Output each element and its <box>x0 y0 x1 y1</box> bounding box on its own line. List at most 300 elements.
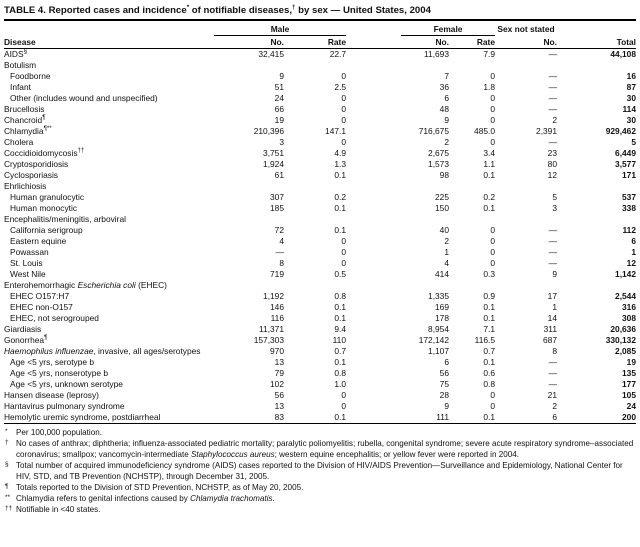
cell-sex-not-stated-no: — <box>548 368 557 378</box>
cell-female-rate: 0 <box>490 247 495 257</box>
footnote-text: Total number of acquired immunodeficiency syndrome (AIDS) cases reported to the Division of HIV/AIDS Prevention—Surveillance and Epidemiology, National Center for HIV, STD, and TB Prevention (NCHSTP), through December 31, 2005. <box>16 461 623 481</box>
table-row <box>4 346 636 357</box>
table-row <box>4 247 636 258</box>
cell-sex-not-stated-no: 3 <box>552 203 557 213</box>
cell-male-rate: 0.5 <box>334 269 346 279</box>
cell-male-no: 66 <box>274 104 284 114</box>
cell-total: 24 <box>626 401 636 411</box>
table-row <box>4 82 636 93</box>
disease-name: Cryptosporidiosis <box>4 159 69 169</box>
column-gap <box>346 126 401 137</box>
disease-name: Gonorrhea¶ <box>4 334 48 345</box>
cell-total: 30 <box>626 93 636 103</box>
cell-male-no: 9 <box>279 71 284 81</box>
cell-total: 330,132 <box>605 335 636 345</box>
cell-male-rate <box>284 60 346 71</box>
cell-male-no <box>214 214 284 225</box>
column-gap <box>346 214 401 225</box>
cell-female-rate <box>449 214 495 225</box>
cell-sex-not-stated-no: — <box>548 236 557 246</box>
column-gap <box>346 412 401 424</box>
footnote-marker: ¶ <box>5 483 9 490</box>
column-gap <box>346 346 401 357</box>
disease-name: West Nile <box>10 269 46 279</box>
column-group-female: Female <box>401 23 495 36</box>
cell-female-rate: 0.1 <box>483 357 495 367</box>
column-gap <box>346 181 401 192</box>
cell-sex-not-stated-no: 12 <box>547 170 557 180</box>
table-row <box>4 280 636 291</box>
cell-total: 308 <box>622 313 636 323</box>
disease-name: Ehrlichiosis <box>4 181 47 191</box>
cell-male-rate: 0.1 <box>334 357 346 367</box>
disease-name: Age <5 yrs, serotype b <box>10 357 95 367</box>
table-row <box>4 115 636 126</box>
cell-sex-not-stated-no: 687 <box>543 335 557 345</box>
table-row <box>4 357 636 368</box>
column-gap <box>346 247 401 258</box>
cell-sex-not-stated-no: — <box>548 82 557 92</box>
footnote <box>4 482 636 493</box>
cell-total: 114 <box>622 104 636 114</box>
cell-male-rate: 0.1 <box>334 225 346 235</box>
cell-total: 5 <box>631 137 636 147</box>
column-gap <box>346 313 401 324</box>
cell-female-rate: 0.7 <box>483 346 495 356</box>
cell-sex-not-stated-no: — <box>548 379 557 389</box>
table-row <box>4 401 636 412</box>
cell-female-rate: 0 <box>490 137 495 147</box>
disease-name: Other (includes wound and unspecified) <box>10 93 158 103</box>
table-row <box>4 192 636 203</box>
cell-female-no: 48 <box>439 104 449 114</box>
cell-male-no: 51 <box>274 82 284 92</box>
cell-total <box>557 214 636 225</box>
cell-female-no <box>401 214 449 225</box>
cell-male-no <box>214 181 284 192</box>
cell-total: 30 <box>626 115 636 125</box>
cell-male-no: 1,924 <box>263 159 284 169</box>
cell-sex-not-stated-no: — <box>548 225 557 235</box>
cell-male-rate: 0 <box>341 390 346 400</box>
notifiable-diseases-table <box>4 23 636 424</box>
table-row <box>4 148 636 159</box>
cell-female-no: 56 <box>439 368 449 378</box>
cell-male-rate: 0 <box>341 247 346 257</box>
cell-male-rate: 2.5 <box>334 82 346 92</box>
cell-female-rate: 0.1 <box>483 203 495 213</box>
cell-female-no: 1 <box>444 247 449 257</box>
cell-female-rate: 0.1 <box>483 412 495 422</box>
cell-male-no: 210,396 <box>253 126 284 136</box>
cell-male-no: 970 <box>270 346 284 356</box>
cell-male-no: 72 <box>274 225 284 235</box>
cell-male-rate: 147.1 <box>325 126 346 136</box>
table-row <box>4 324 636 335</box>
cell-male-no: 13 <box>274 401 284 411</box>
column-gap <box>346 93 401 104</box>
cell-total: 135 <box>622 368 636 378</box>
cell-sex-not-stated-no: 80 <box>547 159 557 169</box>
cell-male-rate: 0 <box>341 71 346 81</box>
cell-male-no: 32,415 <box>258 49 284 59</box>
cell-male-rate: 0 <box>341 104 346 114</box>
cell-total <box>557 280 636 291</box>
cell-male-rate: 0.7 <box>334 346 346 356</box>
cell-total: 3,577 <box>615 159 636 169</box>
column-gap <box>346 379 401 390</box>
cell-total: 12 <box>626 258 636 268</box>
column-gap <box>346 280 401 291</box>
column-gap <box>346 60 401 71</box>
column-gap <box>346 324 401 335</box>
cell-sex-not-stated-no: 1 <box>552 302 557 312</box>
table-row <box>4 203 636 214</box>
table-row <box>4 368 636 379</box>
cell-male-no: 157,303 <box>253 335 284 345</box>
cell-female-rate: 116.5 <box>474 335 495 345</box>
disease-name: Hemolytic uremic syndrome, postdiarrheal <box>4 412 161 422</box>
disease-name: Botulism <box>4 60 37 70</box>
disease-name: Encephalitis/meningitis, arboviral <box>4 214 126 224</box>
cell-female-no: 11,693 <box>424 49 449 59</box>
cell-total: 537 <box>622 192 636 202</box>
cell-male-no: 4 <box>279 236 284 246</box>
cell-female-rate <box>449 181 495 192</box>
cell-total: 338 <box>622 203 636 213</box>
cell-female-no: 9 <box>444 115 449 125</box>
disease-name: AIDS§ <box>4 48 28 59</box>
column-gap <box>346 82 401 93</box>
footnote-text: Totals reported to the Division of STD Prevention, NCHSTP, as of May 20, 2005. <box>16 483 304 492</box>
cell-female-no <box>401 280 449 291</box>
cell-sex-not-stated-no: 2,391 <box>536 126 557 136</box>
cell-sex-not-stated-no: — <box>548 247 557 257</box>
column-header-total: Total <box>557 23 636 49</box>
cell-male-no: 146 <box>270 302 284 312</box>
cell-total: 1,142 <box>615 269 636 279</box>
cell-female-rate: 1.8 <box>483 82 495 92</box>
cell-total: 112 <box>622 225 636 235</box>
header-group-row <box>4 23 636 36</box>
cell-sex-not-stated-no <box>495 214 557 225</box>
cell-female-rate: 0 <box>490 390 495 400</box>
table-row <box>4 137 636 148</box>
cell-female-no: 8,954 <box>428 324 449 334</box>
cell-male-no: 24 <box>274 93 284 103</box>
cell-female-rate: 0.1 <box>483 170 495 180</box>
column-header-male-no: No. <box>214 36 284 49</box>
footnote-text: No cases of anthrax; diphtheria; influenza-associated pediatric mortality; paralytic poliomyelitis; rubella, congenital syndrome; severe acute respiratory syndrome–associated coronavirus; smallpox; vancomycin-intermediate Staphylococcus aureus; western equine encephalitis; or yellow fever were reported in 2004. <box>16 439 634 459</box>
cell-male-rate: 0.2 <box>334 192 346 202</box>
cell-total: 19 <box>626 357 636 367</box>
cell-female-rate: 0.1 <box>483 302 495 312</box>
disease-name: Coccidioidomycosis†† <box>4 147 85 158</box>
table-header <box>4 23 636 49</box>
cell-female-no: 1,107 <box>428 346 449 356</box>
table-body <box>4 49 636 424</box>
disease-name: Giardiasis <box>4 324 42 334</box>
column-gap <box>346 104 401 115</box>
disease-name: EHEC non-O157 <box>10 302 73 312</box>
column-gap <box>346 23 401 36</box>
column-gap <box>346 335 401 346</box>
table-row <box>4 302 636 313</box>
column-header-female-no: No. <box>401 36 449 49</box>
table-row <box>4 71 636 82</box>
cell-male-rate <box>284 280 346 291</box>
cell-sex-not-stated-no: 21 <box>547 390 557 400</box>
footnote-marker: * <box>5 428 8 435</box>
cell-female-rate: 0.8 <box>483 379 495 389</box>
cell-sex-not-stated-no: 14 <box>547 313 557 323</box>
cell-female-no: 150 <box>435 203 449 213</box>
cell-female-no <box>401 181 449 192</box>
cell-female-no: 1,573 <box>428 159 449 169</box>
cell-sex-not-stated-no: — <box>548 137 557 147</box>
column-gap <box>346 357 401 368</box>
cell-female-rate: 0 <box>490 258 495 268</box>
table-row <box>4 170 636 181</box>
cell-female-no: 4 <box>444 258 449 268</box>
cell-male-no: 19 <box>274 115 284 125</box>
cell-female-rate: 0.6 <box>483 368 495 378</box>
cell-female-no: 98 <box>439 170 449 180</box>
column-gap <box>346 203 401 214</box>
disease-name: Hantavirus pulmonary syndrome <box>4 401 125 411</box>
cell-female-no: 2,675 <box>428 148 449 158</box>
cell-female-rate: 0.2 <box>483 192 495 202</box>
cell-male-no: — <box>275 247 284 257</box>
table-row <box>4 225 636 236</box>
cell-female-no: 40 <box>439 225 449 235</box>
footnote <box>4 460 636 482</box>
cell-female-no: 225 <box>435 192 449 202</box>
cell-total: 6,449 <box>615 148 636 158</box>
table-row <box>4 126 636 137</box>
disease-name: EHEC O157:H7 <box>10 291 70 301</box>
column-gap <box>346 170 401 181</box>
cell-male-no <box>214 60 284 71</box>
cell-male-rate: 0.8 <box>334 291 346 301</box>
cell-male-rate: 1.3 <box>334 159 346 169</box>
cell-female-no: 172,142 <box>418 335 449 345</box>
footnote <box>4 427 636 438</box>
cell-sex-not-stated-no: 9 <box>552 269 557 279</box>
cell-female-no: 9 <box>444 401 449 411</box>
column-gap <box>346 192 401 203</box>
cell-male-rate <box>284 214 346 225</box>
footnote-text: Notifiable in <40 states. <box>16 505 101 514</box>
column-header-disease: Disease <box>4 23 214 49</box>
cell-male-rate: 0 <box>341 236 346 246</box>
cell-male-rate: 0.1 <box>334 412 346 422</box>
cell-female-rate: 1.1 <box>483 159 495 169</box>
cell-male-rate: 9.4 <box>334 324 346 334</box>
column-header-male-rate: Rate <box>284 36 346 49</box>
cell-male-no: 1,192 <box>263 291 284 301</box>
cell-sex-not-stated-no: 311 <box>543 324 557 334</box>
cell-male-rate: 0.1 <box>334 203 346 213</box>
cell-female-rate: 0 <box>490 71 495 81</box>
cell-female-no: 169 <box>435 302 449 312</box>
cell-male-rate: 0 <box>341 401 346 411</box>
disease-name: Human granulocytic <box>10 192 85 202</box>
table-row <box>4 379 636 390</box>
cell-female-rate: 7.9 <box>483 49 495 59</box>
cell-male-no: 61 <box>274 170 284 180</box>
cell-total: 200 <box>622 412 636 422</box>
column-header-female-rate: Rate <box>449 36 495 49</box>
cell-total: 16 <box>626 71 636 81</box>
column-gap <box>346 302 401 313</box>
table-row <box>4 258 636 269</box>
column-gap <box>346 368 401 379</box>
disease-name: California serigroup <box>10 225 83 235</box>
cell-male-no: 8 <box>279 258 284 268</box>
cell-male-no: 11,371 <box>259 324 284 334</box>
disease-name: Hansen disease (leprosy) <box>4 390 99 400</box>
table-row <box>4 49 636 61</box>
cell-male-rate: 0 <box>341 258 346 268</box>
table-row <box>4 104 636 115</box>
cell-total: 105 <box>622 390 636 400</box>
column-gap <box>346 148 401 159</box>
table-row <box>4 93 636 104</box>
cell-male-no: 102 <box>270 379 284 389</box>
cell-male-no: 56 <box>274 390 284 400</box>
footnote <box>4 493 636 504</box>
cell-female-rate: 485.0 <box>474 126 495 136</box>
cell-total: 20,636 <box>610 324 636 334</box>
cell-total: 929,462 <box>605 126 636 136</box>
table-row <box>4 412 636 424</box>
disease-name: Chancroid¶ <box>4 114 46 125</box>
column-gap <box>346 291 401 302</box>
cell-total: 87 <box>626 82 636 92</box>
cell-female-rate <box>449 60 495 71</box>
cell-total: 1 <box>631 247 636 257</box>
cell-female-no: 2 <box>444 137 449 147</box>
column-gap <box>346 137 401 148</box>
column-gap <box>346 49 401 61</box>
disease-name: Cyclosporiasis <box>4 170 58 180</box>
cell-female-rate: 0 <box>490 115 495 125</box>
cell-sex-not-stated-no: — <box>548 71 557 81</box>
cell-sex-not-stated-no: 6 <box>552 412 557 422</box>
column-gap <box>346 159 401 170</box>
cell-sex-not-stated-no: 2 <box>552 401 557 411</box>
cell-sex-not-stated-no: 5 <box>552 192 557 202</box>
cell-male-no: 3,751 <box>263 148 284 158</box>
cell-male-no: 3 <box>279 137 284 147</box>
table-row <box>4 291 636 302</box>
cell-sex-not-stated-no: 2 <box>552 115 557 125</box>
table-row <box>4 181 636 192</box>
cell-male-rate: 4.9 <box>334 148 346 158</box>
cell-total <box>557 181 636 192</box>
column-gap <box>346 390 401 401</box>
cell-female-rate <box>449 280 495 291</box>
column-gap <box>346 269 401 280</box>
document-page <box>4 5 636 515</box>
cell-female-rate: 7.1 <box>483 324 495 334</box>
cell-sex-not-stated-no: 8 <box>552 346 557 356</box>
cell-sex-not-stated-no <box>495 181 557 192</box>
cell-male-no: 83 <box>274 412 284 422</box>
cell-total: 177 <box>622 379 636 389</box>
disease-name: Age <5 yrs, unknown serotype <box>10 379 123 389</box>
table-row <box>4 236 636 247</box>
cell-total: 6 <box>631 236 636 246</box>
cell-female-rate: 0 <box>490 104 495 114</box>
disease-name: Human monocytic <box>10 203 78 213</box>
cell-female-no <box>401 60 449 71</box>
cell-female-no: 6 <box>444 93 449 103</box>
cell-male-no: 307 <box>270 192 284 202</box>
cell-female-no: 2 <box>444 236 449 246</box>
cell-female-no: 1,335 <box>428 291 449 301</box>
disease-name: Brucellosis <box>4 104 45 114</box>
cell-female-rate: 0.9 <box>483 291 495 301</box>
cell-female-rate: 0 <box>490 225 495 235</box>
column-gap <box>346 236 401 247</box>
cell-female-rate: 0.3 <box>483 269 495 279</box>
cell-male-rate: 0.8 <box>334 368 346 378</box>
cell-total <box>557 60 636 71</box>
table-row <box>4 60 636 71</box>
cell-sex-not-stated-no: — <box>548 93 557 103</box>
cell-male-no <box>214 280 284 291</box>
cell-male-rate <box>284 181 346 192</box>
disease-name: Chlamydia¶** <box>4 125 52 136</box>
cell-female-no: 36 <box>439 82 449 92</box>
cell-male-rate: 0.1 <box>334 302 346 312</box>
table-row <box>4 313 636 324</box>
cell-female-no: 6 <box>444 357 449 367</box>
cell-male-rate: 0 <box>341 137 346 147</box>
footnote-text: Chlamydia refers to genital infections caused by Chlamydia trachomatis. <box>16 494 275 503</box>
cell-female-no: 7 <box>444 71 449 81</box>
cell-female-rate: 0 <box>490 93 495 103</box>
column-header-sex-not-stated-no: No. <box>495 36 557 49</box>
footnote-marker: †† <box>5 505 13 512</box>
column-gap <box>346 401 401 412</box>
disease-name: Age <5 yrs, nonserotype b <box>10 368 109 378</box>
footnote <box>4 504 636 515</box>
disease-name: Foodborne <box>10 71 51 81</box>
cell-sex-not-stated-no: — <box>548 258 557 268</box>
disease-name: Powassan <box>10 247 49 257</box>
table-title: TABLE 4. Reported cases and incidence* of notifiable diseases,† by sex — United States, 2004 <box>4 5 636 21</box>
cell-female-rate: 0.1 <box>483 313 495 323</box>
cell-male-rate: 110 <box>332 335 346 345</box>
cell-female-no: 414 <box>435 269 449 279</box>
cell-male-rate: 0.1 <box>334 313 346 323</box>
cell-sex-not-stated-no <box>495 280 557 291</box>
cell-female-rate: 0 <box>490 401 495 411</box>
column-gap <box>346 115 401 126</box>
cell-sex-not-stated-no: — <box>548 357 557 367</box>
footnote <box>4 438 636 460</box>
cell-sex-not-stated-no: 23 <box>547 148 557 158</box>
table-row <box>4 269 636 280</box>
cell-male-no: 13 <box>274 357 284 367</box>
column-gap <box>346 225 401 236</box>
cell-male-no: 719 <box>270 269 284 279</box>
cell-total: 2,544 <box>615 291 636 301</box>
footnotes <box>4 427 636 515</box>
